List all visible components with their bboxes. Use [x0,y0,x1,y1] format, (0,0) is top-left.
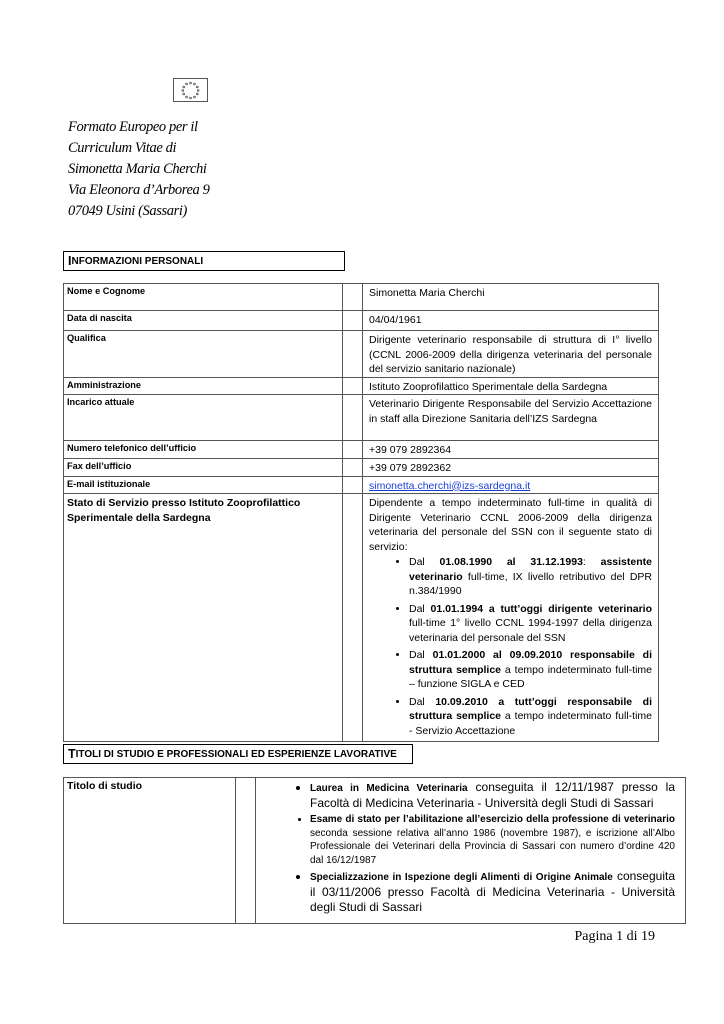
service-history [363,494,659,742]
field-label: Titolo di studio [64,778,236,924]
list-item: • Laurea in Medicina Veterinaria conseguita il 12/11/1987 presso la Facoltà di Medicina Veterinaria - Università degli Studi di Sassari [310,780,675,811]
field-value: Istituto Zooprofilattico Sperimentale della Sardegna [363,377,659,395]
table-row [64,284,659,311]
field-value: +39 079 2892362 [363,459,659,477]
table-row [64,778,686,924]
cv-header [68,117,209,222]
list-item: • Esame di stato per l’abilitazione all’esercizio della professione di veterinario seconda sessione relativa all’anno 1986 (novembre 1987), e iscrizione all’Albo Professionale dei Veterinari della Provincia di Sassari con numero d’ordine 420 dal 16/12/1987 [310,813,675,867]
table-row [64,331,659,378]
personal-info-table [63,283,659,742]
field-label: Amministrazione [64,377,343,395]
field-label: Stato di Servizio presso Istituto Zooprofilattico Sperimentale della Sardegna [64,494,343,742]
email-link[interactable]: simonetta.cherchi@izs-sardegna.it [369,479,531,492]
header-line: Simonetta Maria Cherchi [68,161,207,177]
table-row [64,476,659,494]
page-number: Pagina 1 di 19 [574,929,655,944]
education-table [63,777,686,924]
table-row [64,377,659,395]
field-label: Qualifica [64,331,343,378]
education-list [264,780,675,915]
section-education-title: T ITOLI DI STUDIO E PROFESSIONALI ED ESPERIENZE LAVORATIVE [63,744,413,764]
field-value: Dirigente veterinario responsabile di struttura di I° livello (CCNL 2006-2009 della dirigenza veterinaria del personale del servizio sanitario nazionale) [363,331,659,378]
list-item: • Dal 10.09.2010 a tutt’oggi responsabile di struttura semplice a tempo indeterminato full-time - Servizio Accettazione [409,695,652,739]
section-personal-info-title: I NFORMAZIONI PERSONALI [63,251,345,271]
header-line: 07049 Usini (Sassari) [68,203,187,219]
field-label: Incarico attuale [64,395,343,441]
list-item: • Dal 01.01.1994 a tutt’oggi dirigente veterinario full-time 1° livello CCNL 1994-1997 della dirigenza veterinaria del personale del SSN [409,602,652,646]
field-value: Simonetta Maria Cherchi [363,284,659,311]
header-line: Curriculum Vitae di [68,140,177,156]
header-line: Formato Europeo per il [68,119,198,135]
list-item: • Specializzazione in Ispezione degli Alimenti di Origine Animale conseguita il 03/11/2006 presso Facoltà di Medicina Veterinaria - Università degli Studi di Sassari [310,869,675,915]
table-row [64,459,659,477]
table-row [64,441,659,459]
header-line: Via Eleonora d’Arborea 9 [68,182,210,198]
service-intro: Dipendente a tempo indeterminato full-time in qualità di Dirigente Veterinario CCNL 2006-2009 della dirigenza veterinaria del personale del SSN con il seguente stato di servizio: [369,497,652,553]
field-label: Numero telefonico dell’ufficio [64,441,343,459]
field-label: Fax dell’ufficio [64,459,343,477]
eu-flag-logo [173,78,208,102]
field-label: Nome e Cognome [64,284,343,311]
list-item: • Dal 01.08.1990 al 31.12.1993: assistente veterinario full-time, IX livello retributivo del DPR n.384/1990 [409,555,652,599]
field-label: Data di nascita [64,311,343,331]
service-list [369,555,652,738]
field-value: 04/04/1961 [363,311,659,331]
field-value [363,476,659,494]
field-label: E-mail istituzionale [64,476,343,494]
table-row [64,494,659,742]
table-row [64,395,659,441]
list-item: • Dal 01.01.2000 al 09.09.2010 responsabile di struttura semplice a tempo indeterminato full-time – funzione SIGLA e CED [409,648,652,692]
field-value: Veterinario Dirigente Responsabile del Servizio Accettazione in staff alla Direzione Sanitaria dell’IZS Sardegna [363,395,659,441]
field-value: +39 079 2892364 [363,441,659,459]
education-list-cell [256,778,686,924]
table-row [64,311,659,331]
